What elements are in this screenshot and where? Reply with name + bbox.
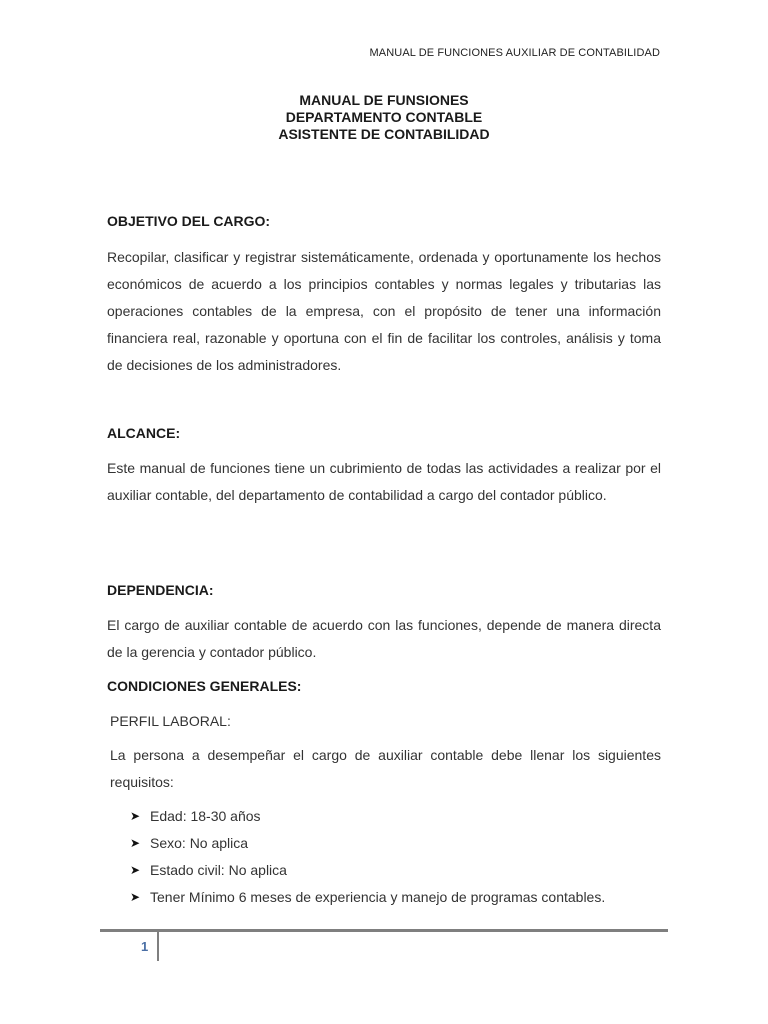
title-line-1: MANUAL DE FUNSIONES — [299, 92, 469, 108]
running-header: MANUAL DE FUNCIONES AUXILIAR DE CONTABILIDAD — [369, 47, 660, 59]
list-item: ➤ Sexo: No aplica — [130, 833, 605, 860]
requisitos-intro: La persona a desempeñar el cargo de auxiliar contable debe llenar los siguientes requisitos: — [110, 747, 661, 790]
objetivo-text: Recopilar, clasificar y registrar sistemáticamente, ordenada y oportunamente los hechos económicos de acuerdo a los principios contables y normas legales y tributarias las operaciones contables de la empresa, con el propósito de tener una información financiera real, razonable y oportuna con el fin de facilitar los controles, análisis y toma de decisiones de los administradores. — [107, 249, 661, 373]
alcance-text: Este manual de funciones tiene un cubrimiento de todas las actividades a realizar por el auxiliar contable, del departamento de contabilidad a cargo del contador público. — [107, 460, 661, 503]
page-number: 1 — [141, 939, 149, 954]
dependencia-heading: DEPENDENCIA: — [107, 582, 214, 598]
arrow-bullet-icon: ➤ — [130, 836, 141, 850]
footer-rule — [100, 929, 668, 932]
requisitos-list — [130, 806, 605, 914]
arrow-bullet-icon: ➤ — [130, 863, 141, 877]
perfil-laboral-label: PERFIL LABORAL: — [110, 713, 231, 729]
list-item: ➤ Estado civil: No aplica — [130, 860, 605, 887]
arrow-bullet-icon: ➤ — [130, 809, 141, 823]
arrow-bullet-icon: ➤ — [130, 890, 141, 904]
title-line-2: DEPARTAMENTO CONTABLE — [285, 109, 483, 125]
list-item: ➤ Tener Mínimo 6 meses de experiencia y manejo de programas contables. — [130, 887, 605, 914]
title-line-3: ASISTENTE DE CONTABILIDAD — [278, 126, 490, 142]
dependencia-text: El cargo de auxiliar contable de acuerdo con las funciones, depende de manera directa de la gerencia y contador público. — [107, 617, 661, 660]
condiciones-heading: CONDICIONES GENERALES: — [107, 678, 302, 694]
list-item: ➤ Edad: 18-30 años — [130, 806, 605, 833]
document-title — [0, 92, 768, 143]
alcance-heading: ALCANCE: — [107, 425, 181, 441]
objetivo-heading: OBJETIVO DEL CARGO: — [107, 213, 271, 229]
footer-divider — [157, 931, 159, 961]
